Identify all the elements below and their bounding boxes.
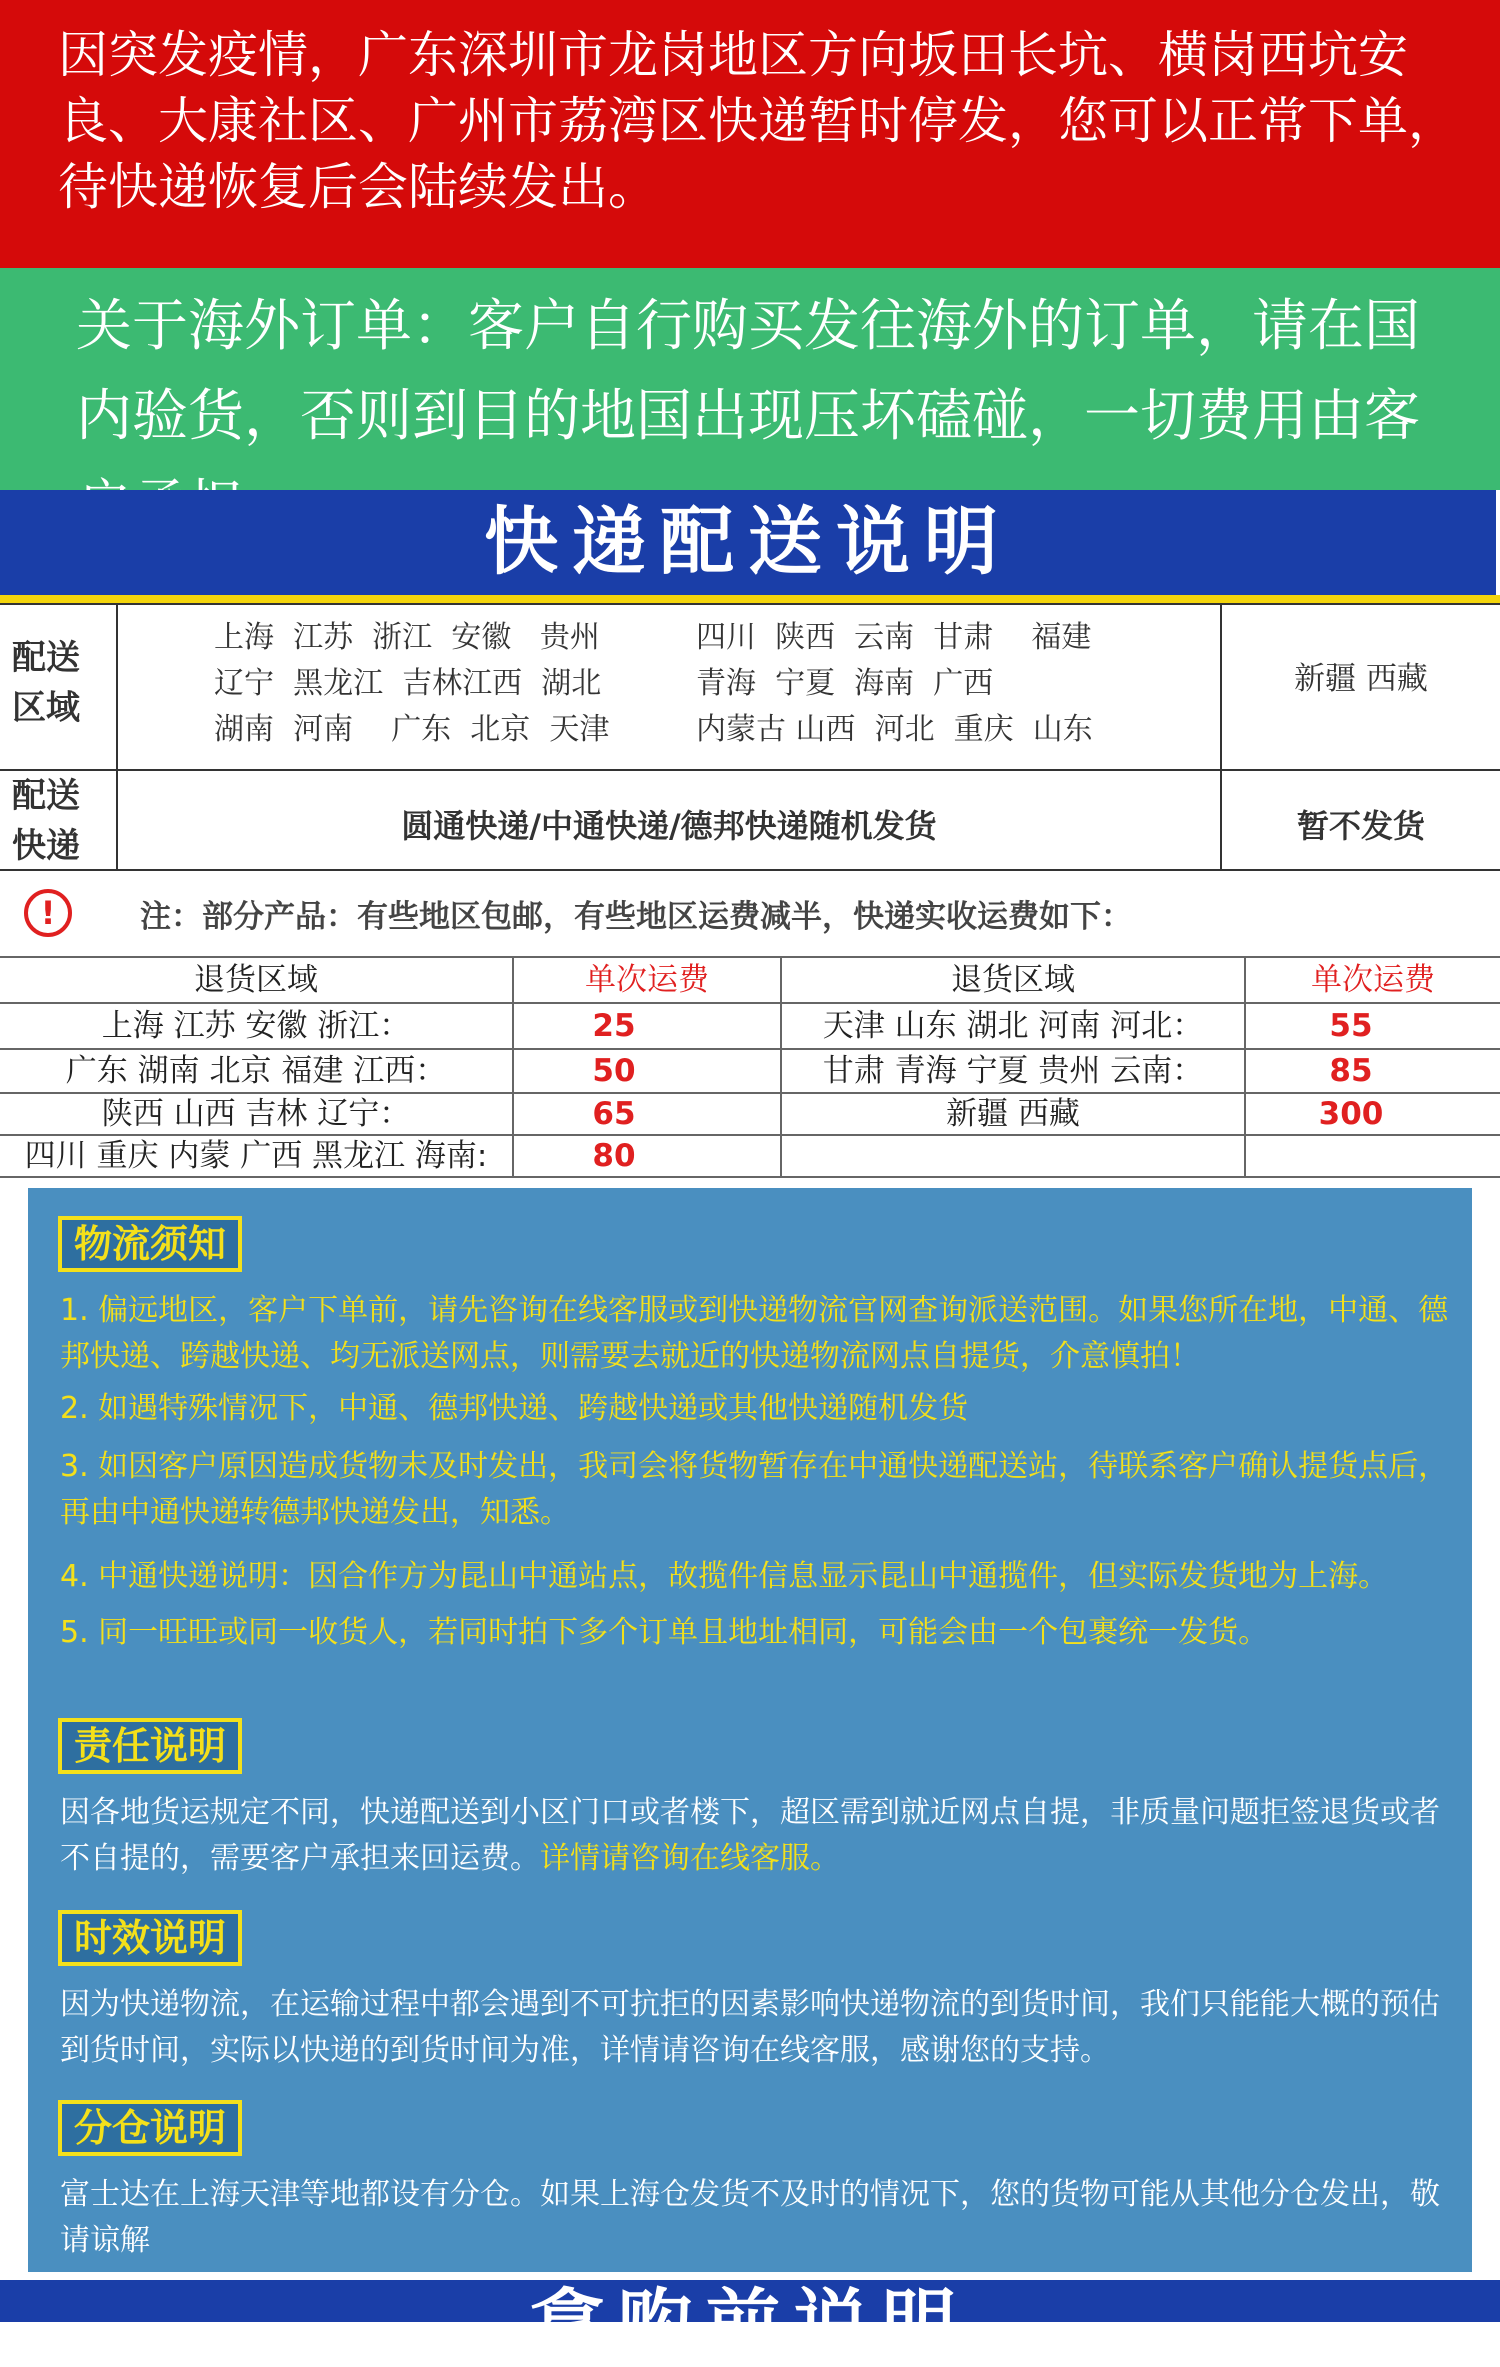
epidemic-notice-banner (0, 0, 1500, 268)
fee-notice (0, 871, 1500, 956)
logistics-item: 3. 如因客户原因造成货物未及时发出，我司会将货物暂存在中通快递配送站，待联系客户确认提货点后，再由中通快递转德邦快递发出，知悉。 (60, 1449, 1449, 1530)
express-companies: 圆通快递/中通快递/德邦快递随机发货 (401, 807, 937, 845)
fee-table (0, 956, 1500, 1178)
fee-row-region: 广东 湖南 北京 福建 江西： (65, 1053, 447, 1089)
logistics-item: 4. 中通快递说明：因合作方为昆山中通站点，故揽件信息显示昆山中通揽件，但实际发货地为上海。 (60, 1559, 1389, 1594)
zone-list-column-1: 上海 江苏 浙江 安徽 贵州 辽宁 黑龙江 吉林江西 湖北 湖南 河南 广东 北京 天津 (214, 620, 610, 747)
delivery-area-label: 配送 区域 (12, 638, 80, 728)
delivery-table (0, 603, 1500, 871)
fee-row-region: 天津 山东 湖北 河南 河北： (822, 1008, 1204, 1044)
responsibility-highlight: 详情请咨询在线客服。 (540, 1841, 840, 1876)
logistics-section-title: 物流须知 (58, 1216, 242, 1272)
warning-icon: ! (24, 889, 72, 937)
page-title: 快递配送说明 (0, 490, 1496, 595)
fee-notice-text: 注：部分产品：有些地区包邮，有些地区运费减半，快递实收运费如下： (140, 899, 1132, 935)
epidemic-notice-text: 因突发疫情，广东深圳市龙岗地区方向坂田长坑、横岗西坑安良、大康社区、广州市荔湾区快递暂时停发，您可以正常下单，待快递恢复后会陆续发出。 (58, 26, 1458, 216)
warehouse-text: 富士达在上海天津等地都设有分仓。如果上海仓发货不及时的情况下，您的货物可能从其他分仓发出，敬请谅解 (60, 2177, 1440, 2258)
excluded-express: 暂不发货 (1296, 807, 1425, 845)
next-section-title: 拿购前说明 (530, 2281, 970, 2367)
fee-header-fee-right: 单次运费 (1311, 962, 1435, 998)
fee-row-region: 陕西 山西 吉林 辽宁： (101, 1096, 411, 1132)
timing-text: 因为快递物流，在运输过程中都会遇到不可抗拒的因素影响快递物流的到货时间，我们只能能大概的预估到货时间，实际以快递的到货时间为准，详情请咨询在线客服，感谢您的支持。 (60, 1987, 1440, 2068)
zone-list-column-2: 四川 陕西 云南 甘肃 福建 青海 宁夏 海南 广西 内蒙古 山西 河北 重庆 山东 (696, 620, 1093, 747)
table-divider (0, 769, 1500, 771)
shipping-info-panel (28, 1188, 1472, 2272)
timing-section-title: 时效说明 (58, 1910, 242, 1966)
responsibility-text (60, 1790, 1450, 1882)
overseas-order-text: 关于海外订单：客户自行购买发往海外的订单，请在国内验货，否则到目的地国出现压坏磕碰，一切费用由客 (76, 294, 1420, 449)
delivery-express-label: 配送 快递 (12, 776, 80, 866)
fee-header-region-left: 退货区域 (194, 962, 318, 998)
fee-row-value: 50 (592, 1053, 636, 1089)
title-underline (0, 595, 1500, 603)
warehouse-section-title: 分仓说明 (58, 2100, 242, 2156)
next-section-header (0, 2280, 1500, 2367)
fee-row-region: 甘肃 青海 宁夏 贵州 云南： (822, 1053, 1204, 1089)
fee-row-value: 300 (1318, 1096, 1384, 1132)
fee-row-region: 新疆 西藏 (946, 1096, 1080, 1132)
logistics-item: 2. 如遇特殊情况下，中通、德邦快递、跨越快递或其他快递随机发货 (60, 1391, 969, 1426)
logistics-item: 5. 同一旺旺或同一收货人，若同时拍下多个订单且地址相同，可能会由一个包裹统一发货。 (60, 1615, 1269, 1650)
fee-row-value: 55 (1329, 1008, 1373, 1044)
responsibility-section-title: 责任说明 (58, 1718, 242, 1774)
table-divider (0, 603, 1500, 605)
fee-row-region: 上海 江苏 安徽 浙江： (101, 1008, 411, 1044)
responsibility-body: 因各地货运规定不同，快递配送到小区门口或者楼下，超区需到就近网点自提，非质量问题拒签退货或者不自提的，需要客户承担来回运费。 (60, 1795, 1440, 1876)
fee-row-value: 80 (592, 1138, 636, 1174)
excluded-zone: 新疆 西藏 (1294, 661, 1428, 697)
fee-header-region-right: 退货区域 (951, 962, 1075, 998)
fee-header-fee-left: 单次运费 (585, 962, 709, 998)
fee-row-value: 85 (1329, 1053, 1373, 1089)
logistics-item: 1. 偏远地区，客户下单前，请先咨询在线客服或到快递物流官网查询派送范围。如果您所在地，中通、德邦快递、跨越快递、均无派送网点，则需要去就近的快递物流网点自提货，介意慎拍！ (60, 1293, 1449, 1374)
fee-row-region: 四川 重庆 内蒙 广西 黑龙江 海南: (24, 1138, 488, 1174)
overseas-order-banner (0, 268, 1500, 490)
fee-row-value: 25 (592, 1008, 636, 1044)
fee-row-value: 65 (592, 1096, 636, 1132)
